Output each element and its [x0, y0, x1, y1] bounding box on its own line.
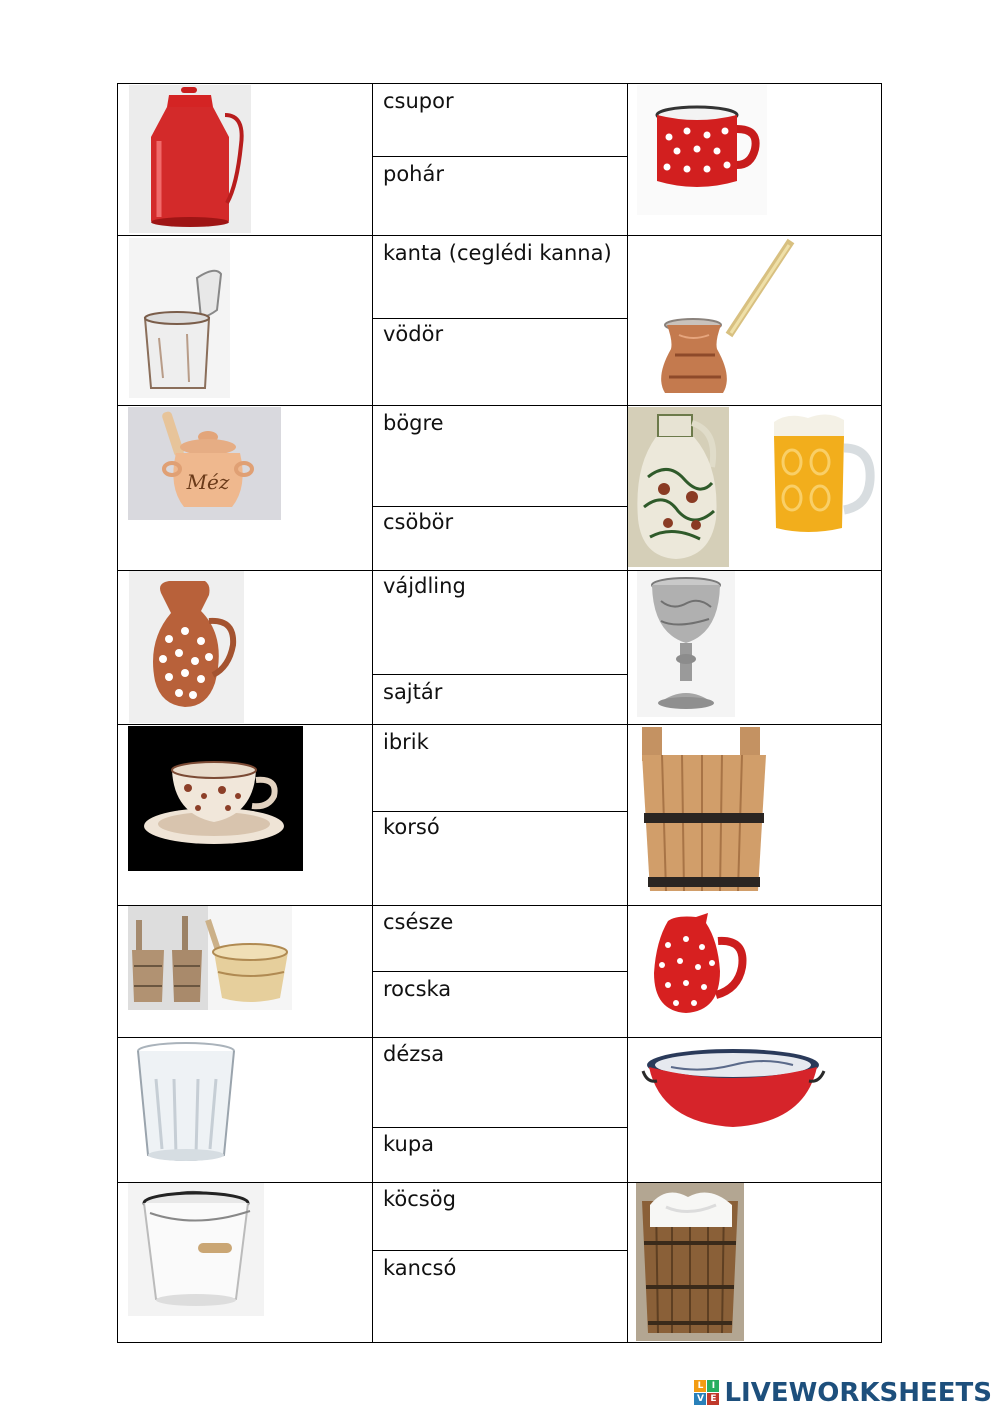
logo-letter: I — [707, 1380, 719, 1392]
decorated-cup-and-saucer-image[interactable] — [128, 726, 303, 871]
drinking-glass-image[interactable] — [128, 1039, 243, 1169]
wooden-pails-image[interactable] — [128, 906, 292, 1010]
word-divider — [372, 674, 627, 675]
word-label[interactable]: csésze — [383, 910, 454, 934]
logo-letter: L — [694, 1380, 706, 1392]
painted-ceramic-jug-image[interactable] — [628, 407, 729, 567]
row-divider — [117, 405, 882, 406]
logo-letter: V — [694, 1393, 706, 1405]
word-divider — [372, 1127, 627, 1128]
row-divider — [117, 235, 882, 236]
word-label[interactable]: vájdling — [383, 574, 466, 598]
white-enamel-bucket-image[interactable] — [128, 1183, 264, 1316]
word-label[interactable]: rocska — [383, 977, 452, 1001]
copper-turkish-coffee-pot-image[interactable] — [645, 237, 803, 402]
pewter-goblet-image[interactable] — [637, 571, 735, 717]
word-divider — [372, 971, 627, 972]
row-divider — [117, 1037, 882, 1038]
liveworksheets-brand — [694, 1378, 992, 1408]
word-divider — [372, 506, 627, 507]
brand-name: LIVEWORKSHEETS — [724, 1378, 992, 1408]
word-divider — [372, 1250, 627, 1251]
word-label[interactable]: csupor — [383, 89, 454, 113]
column-divider — [627, 83, 628, 1343]
word-divider — [372, 811, 627, 812]
word-label[interactable]: bögre — [383, 411, 444, 435]
word-label[interactable]: sajtár — [383, 680, 443, 704]
logo-letter: E — [707, 1393, 719, 1405]
wooden-tub-image[interactable] — [636, 725, 772, 903]
word-label[interactable]: pohár — [383, 162, 444, 186]
polka-dot-clay-jug-image[interactable] — [129, 571, 244, 723]
beer-mug-image[interactable] — [768, 410, 876, 540]
word-label[interactable]: kupa — [383, 1132, 435, 1156]
word-label[interactable]: vödör — [383, 322, 444, 346]
word-divider — [372, 318, 627, 319]
word-label[interactable]: kancsó — [383, 1256, 457, 1280]
svg-text:Méz: Méz — [186, 470, 230, 494]
column-divider — [372, 83, 373, 1343]
word-divider — [372, 156, 627, 157]
word-label[interactable]: kanta (ceglédi kanna) — [383, 241, 612, 265]
word-label[interactable]: köcsög — [383, 1187, 456, 1211]
liveworksheets-logo-icon — [694, 1380, 720, 1406]
wooden-butter-tub-image[interactable] — [636, 1183, 744, 1341]
word-label[interactable]: ibrik — [383, 730, 429, 754]
white-enamel-pail-image[interactable] — [129, 238, 230, 398]
ceramic-honey-pot-image[interactable] — [128, 407, 281, 520]
red-enamel-milk-can-image[interactable] — [129, 85, 251, 233]
red-enamel-basin-image[interactable] — [641, 1043, 826, 1133]
word-label[interactable]: csöbör — [383, 510, 454, 534]
word-label[interactable]: korsó — [383, 815, 440, 839]
word-label[interactable]: dézsa — [383, 1042, 445, 1066]
red-polka-dot-mug-image[interactable] — [637, 85, 767, 215]
red-polka-dot-pitcher-image[interactable] — [646, 911, 748, 1021]
